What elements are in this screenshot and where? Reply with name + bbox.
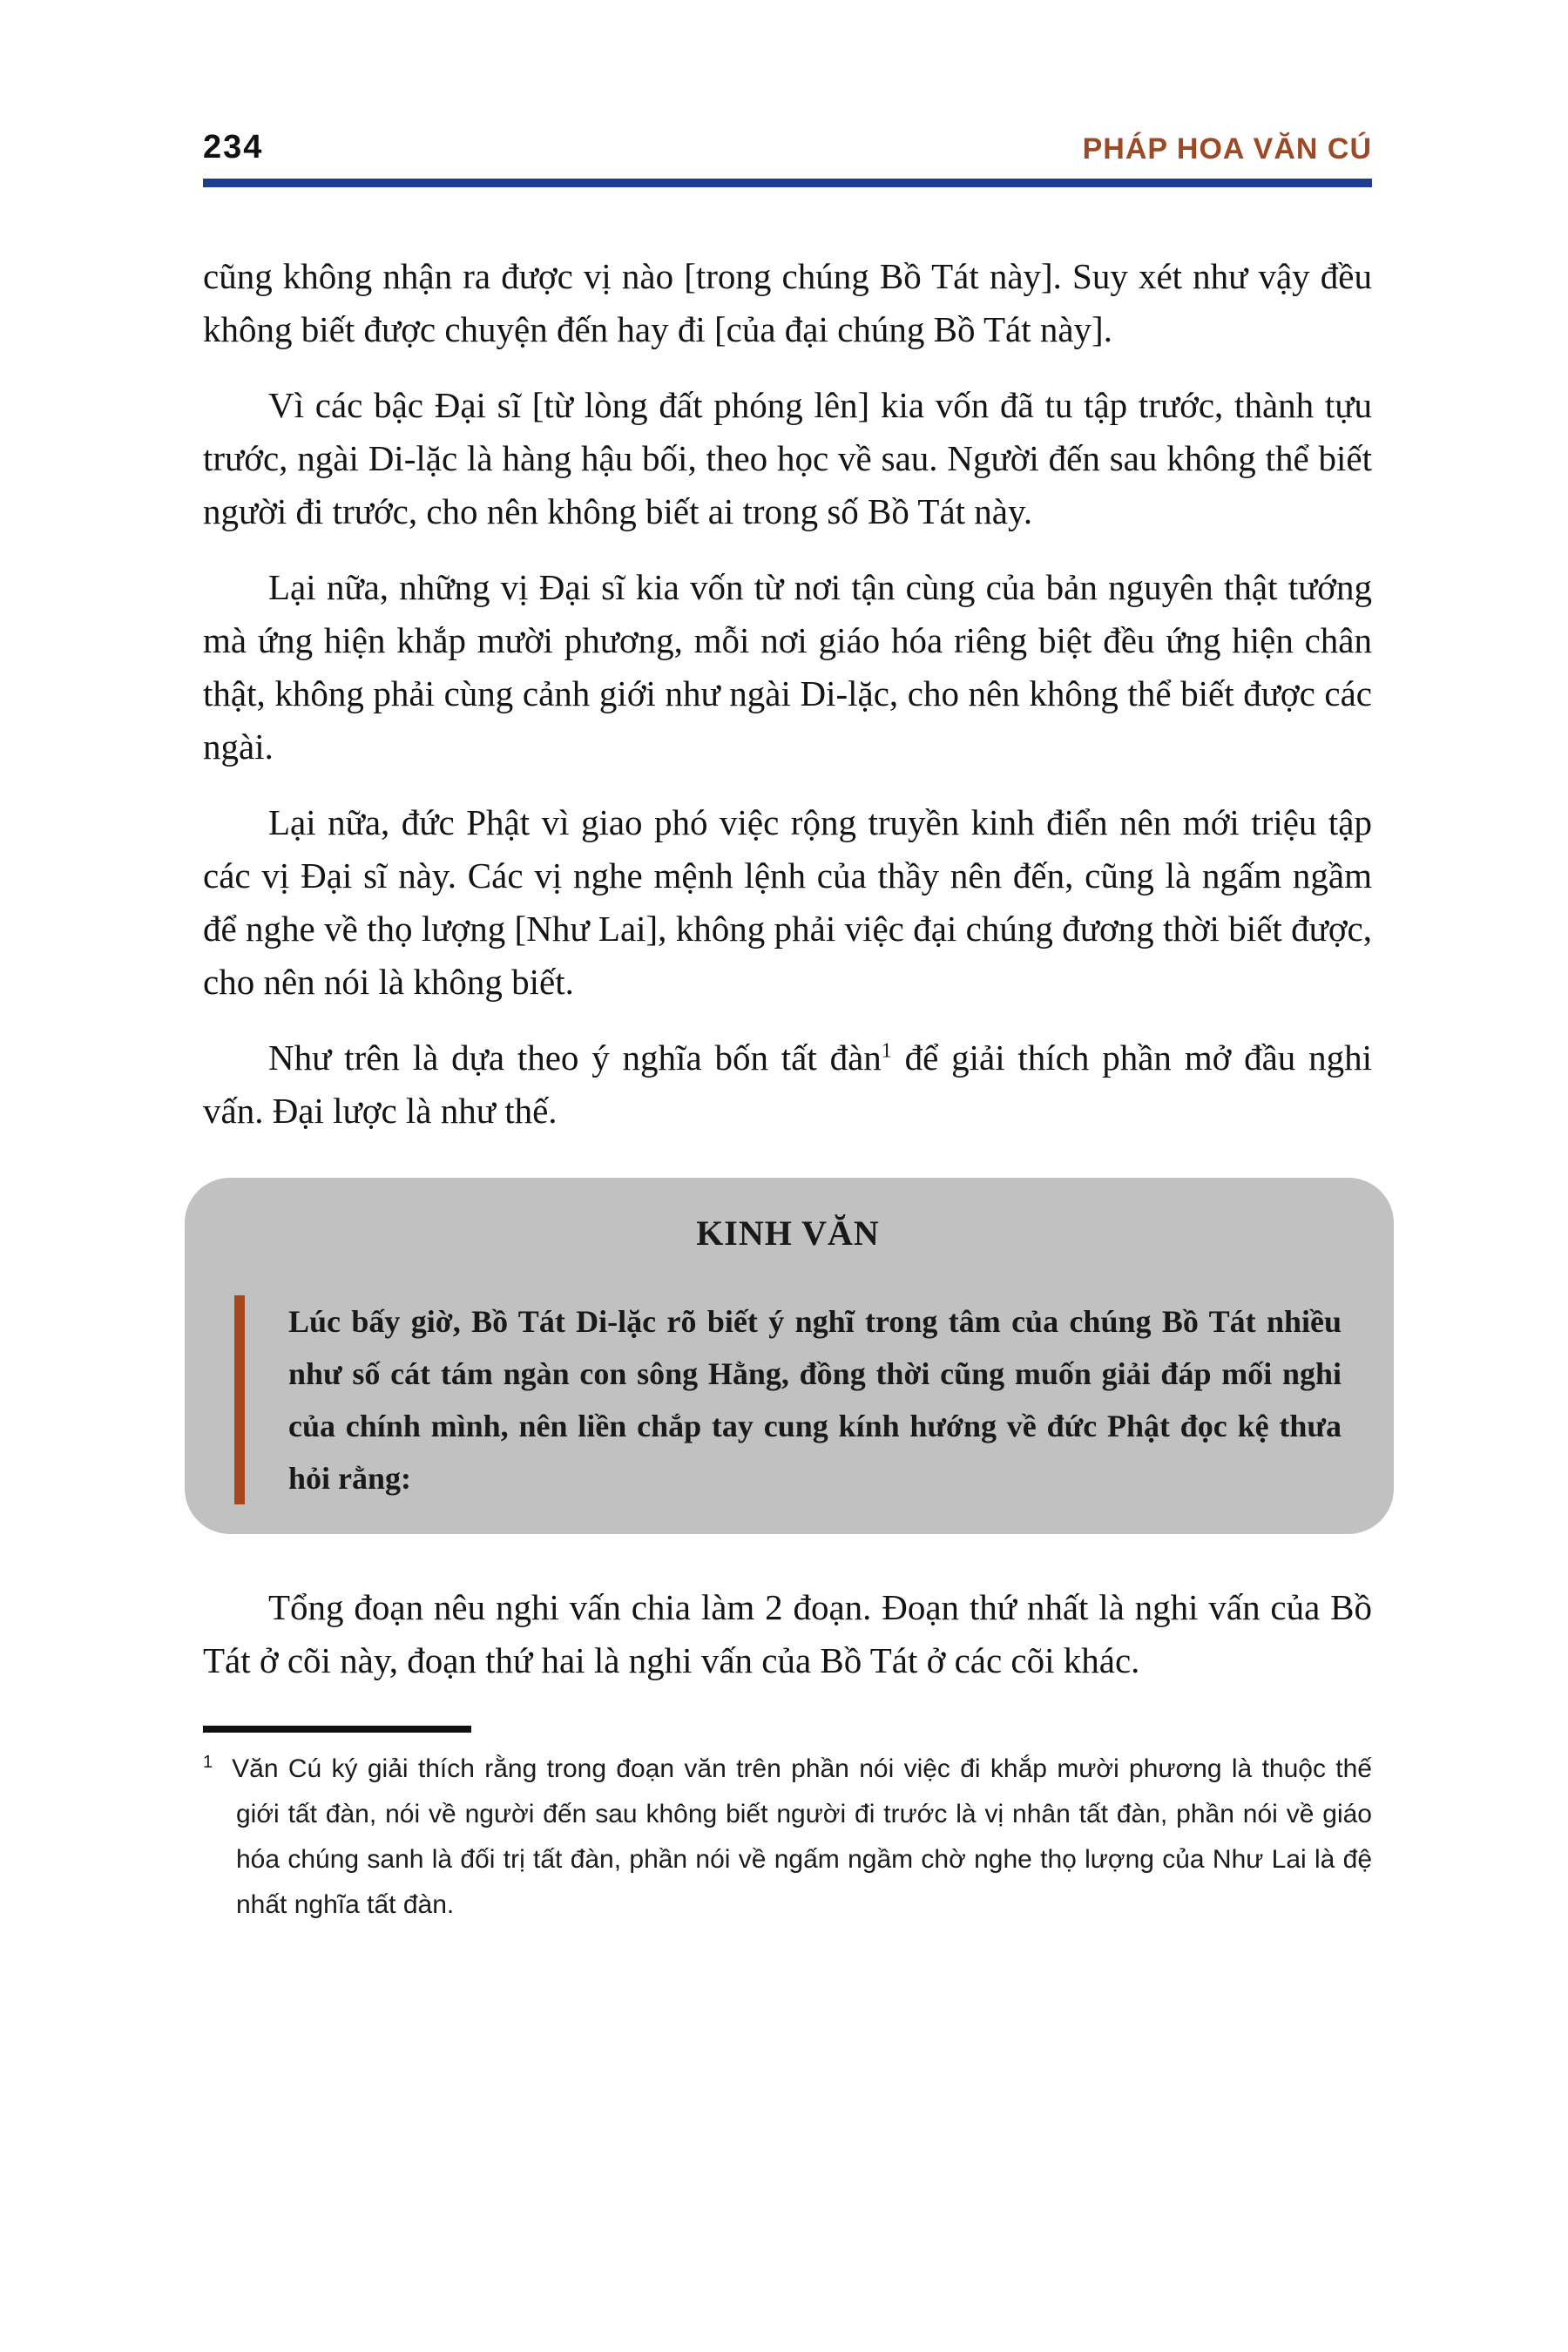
footnote-section bbox=[203, 1726, 1372, 1928]
kinh-van-title: KINH VĂN bbox=[696, 1213, 880, 1253]
quote-text: Lúc bấy giờ, Bồ Tát Di-lặc rõ biết ý nghĩ trong tâm của chúng Bồ Tát nhiều như số cát tám ngàn con sông Hằng, đồng thời cũng muốn giải đáp mối nghi của chính mình, nên liền chắp tay cung kính hướng về đức Phật đọc kệ thưa hỏi rằng: bbox=[288, 1304, 1342, 1496]
quote-accent-bar bbox=[234, 1295, 245, 1504]
kinh-van-quote-box bbox=[185, 1178, 1394, 1534]
page-header bbox=[203, 129, 1372, 166]
paragraph: Lại nữa, những vị Đại sĩ kia vốn từ nơi tận cùng của bản nguyên thật tướng mà ứng hiện khắp mười phương, mỗi nơi giáo hóa riêng biệt đều ứng hiện chân thật, không phải cùng cảnh giới như ngài Di-lặc, cho nên không thể biết được các ngài. bbox=[203, 567, 1372, 767]
paragraph-with-footnote-ref bbox=[203, 1031, 1372, 1138]
running-title: PHÁP HOA VĂN CÚ bbox=[1082, 132, 1372, 166]
page-number: 234 bbox=[203, 129, 264, 166]
paragraph-text: để giải thích phần mở đầu nghi vấn. Đại lược là như thế. bbox=[203, 1037, 1372, 1131]
body-text-section bbox=[203, 250, 1372, 1138]
footnote-text: Văn Cú ký giải thích rằng trong đoạn văn trên phần nói việc đi khắp mười phương là thuộc thế giới tất đàn, nói về người đến sau không biết người đi trước là vị nhân tất đàn, phần nói về giáo hóa chúng sanh là đối trị tất đàn, phần nói về ngấm ngầm chờ nghe thọ lượng của Như Lai là đệ nhất nghĩa tất đàn. bbox=[232, 1754, 1372, 1919]
paragraph: Tổng đoạn nêu nghi vấn chia làm 2 đoạn. Đoạn thứ nhất là nghi vấn của Bồ Tát ở cõi này, đoạn thứ hai là nghi vấn của Bồ Tát ở các cõi khác. bbox=[203, 1587, 1372, 1680]
paragraph: Vì các bậc Đại sĩ [từ lòng đất phóng lên] kia vốn đã tu tập trước, thành tựu trước, ngài Di-lặc là hàng hậu bối, theo học về sau. Người đến sau không thể biết người đi trước, cho nên không biết ai trong số Bồ Tát này. bbox=[203, 385, 1372, 531]
footnote bbox=[203, 1747, 1372, 1928]
closing-section bbox=[203, 1581, 1372, 1687]
paragraph: Lại nữa, đức Phật vì giao phó việc rộng truyền kinh điển nên mới triệu tập các vị Đại sĩ này. Các vị nghe mệnh lệnh của thầy nên đến, cũng là ngấm ngầm để nghe về thọ lượng [Như Lai], không phải việc đại chúng đương thời biết được, cho nên nói là không biết. bbox=[203, 802, 1372, 1002]
paragraph-text: Như trên là dựa theo ý nghĩa bốn tất đàn bbox=[268, 1037, 882, 1078]
footnote-marker: 1 bbox=[203, 1753, 213, 1772]
quote-row bbox=[234, 1295, 1342, 1504]
header-rule bbox=[203, 179, 1372, 187]
footnote-reference: 1 bbox=[881, 1039, 892, 1063]
paragraph: cũng không nhận ra được vị nào [trong chúng Bồ Tát này]. Suy xét như vậy đều không biết được chuyện đến hay đi [của đại chúng Bồ Tát này]. bbox=[203, 256, 1372, 349]
footnote-rule bbox=[203, 1726, 471, 1733]
